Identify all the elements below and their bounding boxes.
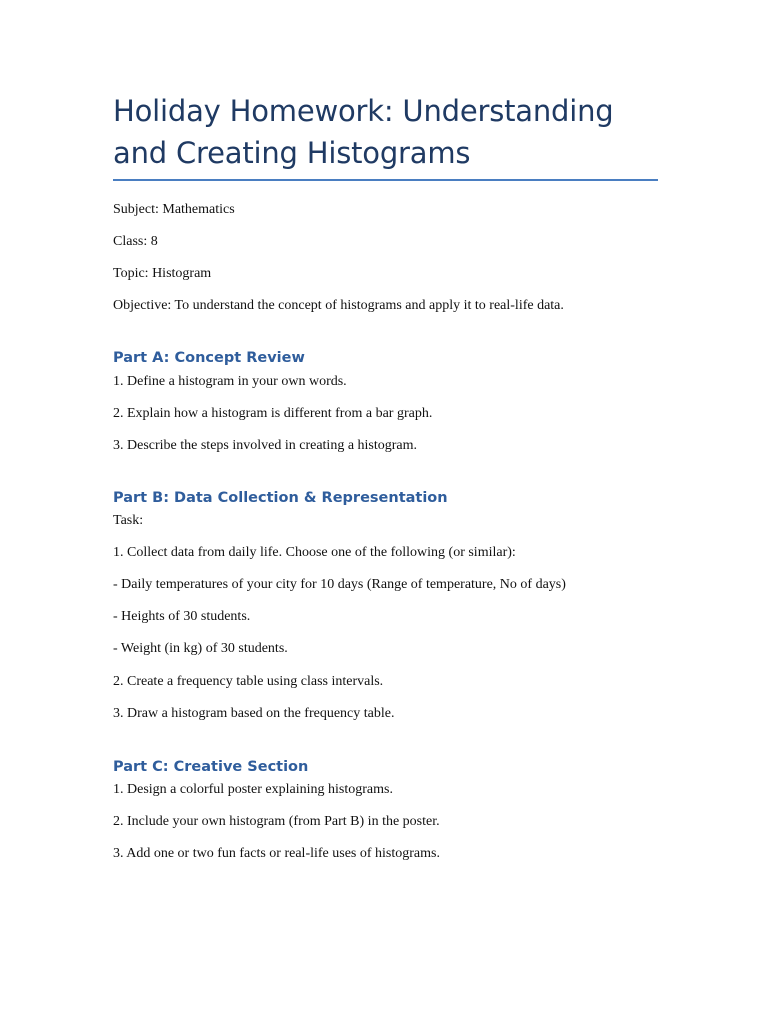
part-c-item-2: 2. Include your own histogram (from Part B) in the poster. (113, 814, 440, 829)
part-a-item-2: 2. Explain how a histogram is different from a bar graph. (113, 406, 433, 421)
part-b-item-5: 2. Create a frequency table using class intervals. (113, 674, 384, 689)
title-underline (113, 179, 658, 181)
part-c-heading: Part C: Creative Section (113, 759, 309, 775)
part-b-item-2: - Daily temperatures of your city for 10 days (Range of temperature, No of days) (113, 577, 566, 592)
part-b-item-6: 3. Draw a histogram based on the frequency table. (113, 706, 395, 721)
part-c-item-3: 3. Add one or two fun facts or real-life uses of histograms. (113, 846, 440, 861)
objective-line: Objective: To understand the concept of histograms and apply it to real-life data. (113, 298, 564, 313)
part-c-item-1: 1. Design a colorful poster explaining histograms. (113, 782, 393, 797)
topic-line: Topic: Histogram (113, 266, 212, 281)
part-a-heading: Part A: Concept Review (113, 350, 305, 366)
part-a-item-1: 1. Define a histogram in your own words. (113, 374, 347, 389)
part-b-item-1: 1. Collect data from daily life. Choose one of the following (or similar): (113, 545, 516, 560)
page-title: Holiday Homework: Understanding and Creating Histograms (113, 94, 614, 170)
class-line: Class: 8 (113, 234, 158, 249)
part-b-heading: Part B: Data Collection & Representation (113, 490, 448, 506)
subject-line: Subject: Mathematics (113, 202, 235, 217)
part-b-task-label: Task: (113, 513, 144, 528)
part-b-item-4: - Weight (in kg) of 30 students. (113, 641, 288, 656)
part-a-item-3: 3. Describe the steps involved in creating a histogram. (113, 438, 418, 453)
part-b-item-3: - Heights of 30 students. (113, 609, 251, 624)
